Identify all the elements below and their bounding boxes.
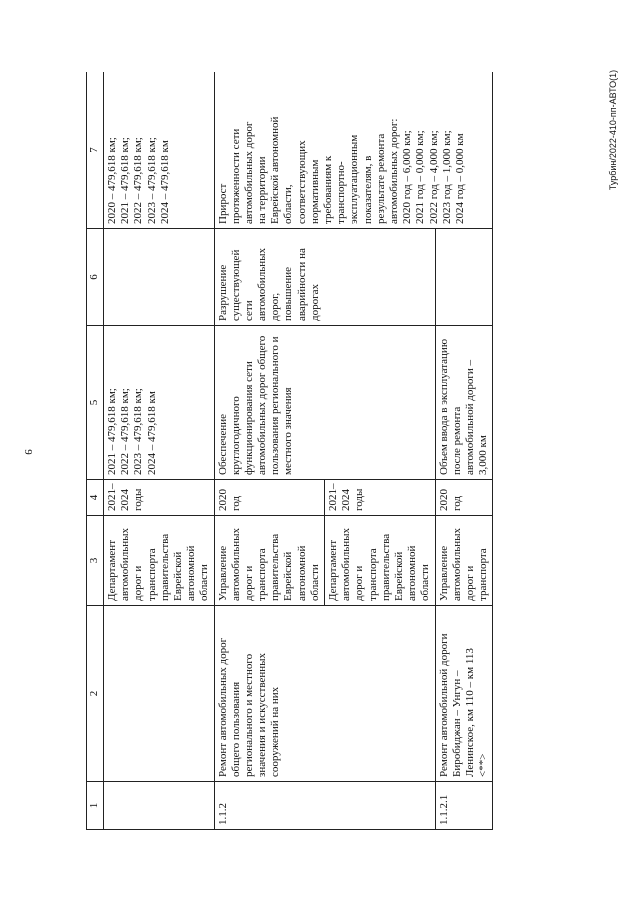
consequences-cell: [104, 229, 215, 326]
cell-line: 2020: [437, 489, 450, 511]
cell-line: Управление: [437, 545, 450, 601]
header-cell: 4: [87, 480, 104, 516]
cell-line: год: [450, 495, 463, 511]
cell-line: дорог и: [242, 565, 255, 601]
cell-line: Департамент: [106, 539, 118, 601]
cell-line: Прирост: [216, 183, 229, 224]
cell-line: 2021 год – 0,000 км;: [414, 130, 427, 224]
rotated-table-frame: [86, 69, 638, 830]
cell-line: дорогах: [308, 284, 321, 321]
cell-line: Еврейской автономной: [269, 116, 282, 224]
cell-line: автомобильных дорог: [242, 121, 255, 224]
header-cell: 1: [87, 782, 104, 830]
cell-line: автомобильных: [340, 528, 353, 601]
executor-cell: [214, 516, 325, 606]
cell-line: автомобильных: [229, 528, 242, 601]
cell-line: местного значения: [282, 387, 295, 475]
header-row: [87, 72, 104, 830]
cell-line: сооружений на них: [269, 686, 282, 777]
header-cell: 7: [87, 72, 104, 229]
cell-line: круглогодичного: [229, 396, 242, 475]
cell-line: дорог,: [269, 292, 282, 321]
cell-line: сети: [242, 300, 255, 321]
measure-name-cell: [435, 606, 493, 782]
cell-line: эксплуатационным: [348, 134, 361, 224]
cell-line: автомобильных дорог общего: [256, 335, 269, 475]
cell-line: автомобильных дорог:: [387, 118, 400, 224]
period-cell: [104, 480, 215, 516]
cell-line: дорог и: [353, 565, 366, 601]
cell-line: протяженности сети: [229, 128, 242, 224]
cell-line: Ремонт автомобильной дороги: [437, 633, 450, 777]
executor-cell: [104, 516, 215, 606]
cell-line: Еврейской: [171, 551, 184, 601]
cell-line: дорог и: [463, 565, 476, 601]
expected-result-cell: [435, 326, 493, 480]
cell-line: 2024 – 479,618 км: [145, 391, 158, 475]
consequences-cell: [214, 229, 435, 326]
cell-line: автомобильной дороги –: [463, 360, 476, 475]
cell-line: автомобильных: [450, 528, 463, 601]
cell-line: Ленинское, км 110 – км 113: [463, 648, 476, 777]
cell-line: 2022 – 479,618 км;: [132, 137, 145, 224]
cell-line: Еврейской: [392, 551, 405, 601]
measure-name-cell: [104, 606, 215, 782]
plan-table: [86, 72, 493, 830]
cell-line: транспорта: [366, 548, 379, 601]
cell-line: области,: [282, 184, 295, 224]
document-code: Турбин/2022-410-пп-АВТО(1): [608, 69, 618, 191]
cell-line: 2022 – 479,618 км;: [119, 388, 132, 475]
cell-line: Объем ввода в эксплуатацию: [437, 338, 450, 475]
executor-cell: [325, 516, 436, 606]
header-cell: 3: [87, 516, 104, 606]
cell-line: 2022 год – 4,000 км;: [427, 130, 440, 224]
cell-line: 2021–: [106, 483, 118, 511]
cell-line: 2021 – 479,618 км;: [106, 388, 118, 475]
cell-line: год: [229, 495, 242, 511]
page-number: 9: [22, 449, 34, 455]
cell-line: 2020 – 479,618 км;: [106, 137, 118, 224]
table-row: [214, 72, 325, 830]
cell-line: 2020: [216, 489, 229, 511]
header-cell: 6: [87, 229, 104, 326]
cell-line: 2023 – 479,618 км;: [132, 388, 145, 475]
cell-line: функционирования сети: [242, 361, 255, 475]
expected-result-cell: [104, 326, 215, 480]
cell-line: автономной: [295, 545, 308, 601]
row-number-cell: [104, 782, 215, 830]
cell-line: показателям, в: [361, 155, 374, 224]
row-number-cell: 1.1.2: [214, 782, 435, 830]
cell-line: результате ремонта: [374, 133, 387, 224]
indicator-cell: [104, 72, 215, 229]
cell-line: правительства: [379, 533, 392, 601]
cell-line: существующей: [229, 249, 242, 321]
cell-line: 2024 год – 0,000 км: [453, 133, 466, 224]
period-cell: [435, 480, 493, 516]
cell-line: значения и искусственных: [256, 652, 269, 777]
cell-line: Департамент: [327, 539, 339, 601]
cell-line: области: [198, 564, 211, 601]
cell-line: 2024: [119, 489, 132, 511]
period-cell: [325, 480, 436, 516]
consequences-cell: [435, 229, 493, 326]
cell-line: 2020 год – 6,000 км;: [401, 130, 414, 224]
expected-result-cell: [214, 326, 435, 480]
measure-name-cell: [214, 606, 435, 782]
cell-line: автомобильных: [256, 248, 269, 321]
cell-line: Еврейской: [282, 551, 295, 601]
cell-line: правительства: [269, 533, 282, 601]
cell-line: годы: [353, 488, 366, 511]
cell-line: повышение: [282, 267, 295, 321]
cell-line: Обеспечение: [216, 414, 229, 475]
cell-line: после ремонта: [450, 406, 463, 475]
cell-line: 2021–: [327, 483, 339, 511]
cell-line: 2024 – 479,618 км: [158, 140, 171, 224]
cell-line: Разрушение: [216, 264, 229, 321]
cell-line: 2023 год – 1,000 км;: [440, 130, 453, 224]
cell-line: Управление: [216, 545, 229, 601]
cell-line: правительства: [158, 533, 171, 601]
cell-line: автомобильных: [119, 528, 132, 601]
cell-line: 3,000 км: [477, 435, 490, 475]
header-cell: 2: [87, 606, 104, 782]
cell-line: аварийности на: [295, 248, 308, 321]
cell-line: регионального и местного: [242, 653, 255, 777]
cell-line: автономной: [406, 545, 419, 601]
cell-line: области: [308, 564, 321, 601]
cell-line: Ремонт автомобильных дорог: [216, 637, 229, 777]
cell-line: транспорта: [145, 548, 158, 601]
table-row: [104, 72, 215, 830]
cell-line: требованиям к: [322, 155, 334, 224]
cell-line: 2021 – 479,618 км;: [119, 137, 132, 224]
rotated-table-area: [86, 69, 638, 830]
cell-line: соответствующих: [295, 140, 308, 224]
cell-line: области: [419, 564, 432, 601]
cell-line: общего пользования: [229, 681, 242, 777]
cell-line: <**>: [477, 753, 490, 777]
cell-line: транспорта: [256, 548, 269, 601]
header-cell: 5: [87, 326, 104, 480]
cell-line: 2024: [340, 489, 353, 511]
cell-line: транспорта: [477, 548, 490, 601]
cell-line: автономной: [185, 545, 198, 601]
executor-cell: [435, 516, 493, 606]
cell-line: годы: [132, 488, 145, 511]
cell-line: пользования регионального и: [269, 336, 282, 475]
cell-line: транспортно-: [335, 161, 348, 224]
indicator-cell: [214, 72, 493, 229]
cell-line: 2023 – 479,618 км;: [145, 137, 158, 224]
cell-line: Биробиджан – Унгун –: [450, 670, 463, 777]
cell-line: дорог и: [132, 565, 145, 601]
cell-line: нормативным: [308, 159, 321, 224]
period-cell: [214, 480, 325, 516]
cell-line: на территории: [256, 156, 269, 224]
row-number-cell: 1.1.2.1: [435, 782, 493, 830]
